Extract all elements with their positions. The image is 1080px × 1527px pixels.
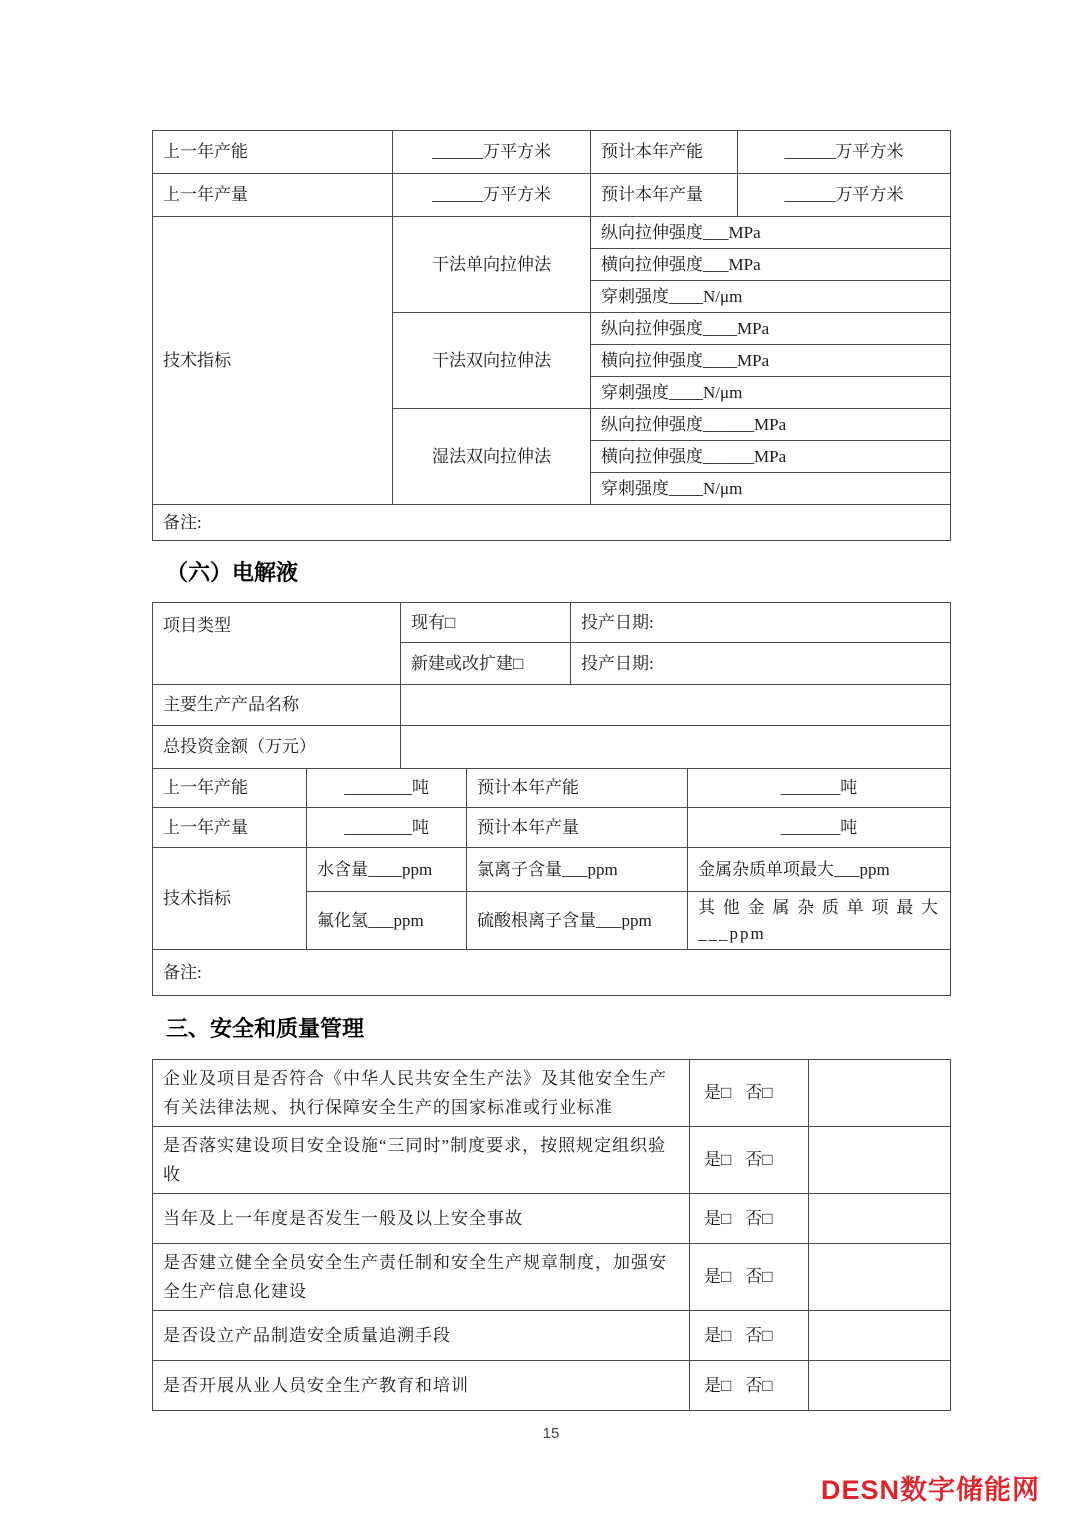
metric-blank-cell[interactable]: 穿刺强度____N/μm — [591, 377, 951, 409]
section-heading-safety: 三、安全和质量管理 — [166, 1016, 365, 1041]
blank-value-cell[interactable]: ______万平方米 — [738, 131, 951, 174]
notes-input-cell[interactable] — [809, 1127, 951, 1194]
existing-checkbox-cell[interactable]: 现有□ — [401, 603, 571, 643]
yes-checkbox[interactable]: 是□ — [704, 1267, 732, 1287]
table-row — [153, 808, 951, 848]
table-row — [153, 950, 951, 996]
label-cell: 上一年产量 — [153, 808, 307, 848]
table-row — [153, 769, 951, 808]
table-row — [153, 685, 951, 726]
question-cell: 是否建立健全全员安全生产责任制和安全生产规章制度，加强安全生产信息化建设 — [153, 1244, 690, 1311]
remarks-cell[interactable]: 备注: — [153, 950, 951, 996]
label-cell: 上一年产能 — [153, 131, 393, 174]
answer-cell — [690, 1194, 809, 1244]
question-cell: 企业及项目是否符合《中华人民共安全生产法》及其他安全生产有关法律法规、执行保障安全生产的国家标准或行业标准 — [153, 1060, 690, 1127]
table-row — [153, 131, 951, 174]
metric-blank-cell[interactable]: 金属杂质单项最大___ppm — [688, 848, 951, 892]
document-content — [152, 130, 950, 1442]
notes-input-cell[interactable] — [809, 1311, 951, 1361]
yes-checkbox[interactable]: 是□ — [704, 1150, 732, 1170]
watermark-logo: DESN数字储能网 — [820, 1475, 1040, 1505]
blank-value-cell[interactable]: ________吨 — [307, 769, 467, 808]
investment-input-cell[interactable] — [401, 726, 951, 769]
metric-blank-cell[interactable]: 穿刺强度____N/μm — [591, 281, 951, 313]
metric-blank-cell[interactable]: 氯离子含量___ppm — [467, 848, 688, 892]
metric-blank-cell[interactable]: 横向拉伸强度___MPa — [591, 249, 951, 281]
yes-checkbox[interactable]: 是□ — [704, 1208, 732, 1228]
blank-value-cell[interactable]: ______万平方米 — [393, 174, 591, 217]
answer-cell — [690, 1244, 809, 1311]
yes-checkbox[interactable]: 是□ — [704, 1083, 732, 1103]
metric-blank-cell[interactable]: 纵向拉伸强度____MPa — [591, 313, 951, 345]
table-row — [153, 848, 951, 892]
product-name-label-cell: 主要生产产品名称 — [153, 685, 401, 726]
remarks-cell[interactable]: 备注: — [153, 505, 951, 541]
blank-value-cell[interactable]: ________吨 — [307, 808, 467, 848]
label-cell: 上一年产量 — [153, 174, 393, 217]
table-row — [153, 217, 951, 249]
notes-input-cell[interactable] — [809, 1361, 951, 1411]
table-row — [153, 603, 951, 643]
project-type-label-cell: 项目类型 — [153, 603, 401, 685]
section-heading-electrolyte: （六）电解液 — [166, 560, 299, 585]
blank-value-cell[interactable]: _______吨 — [688, 808, 951, 848]
tech-indicator-label-cell: 技术指标 — [153, 848, 307, 950]
blank-value-cell[interactable]: _______吨 — [688, 769, 951, 808]
investment-label-cell: 总投资金额（万元） — [153, 726, 401, 769]
product-name-input-cell[interactable] — [401, 685, 951, 726]
label-cell: 预计本年产能 — [467, 769, 688, 808]
electrolyte-table-top — [152, 602, 951, 769]
table-row — [153, 1060, 951, 1127]
no-checkbox[interactable]: 否□ — [745, 1375, 773, 1395]
blank-value-cell[interactable]: ______万平方米 — [393, 131, 591, 174]
method-name-cell: 湿法双向拉伸法 — [393, 409, 591, 505]
table-row — [153, 726, 951, 769]
question-cell: 是否落实建设项目安全设施“三同时”制度要求，按照规定组织验收 — [153, 1127, 690, 1194]
no-checkbox[interactable]: 否□ — [745, 1267, 773, 1287]
no-checkbox[interactable]: 否□ — [745, 1325, 773, 1345]
metric-blank-cell[interactable]: 纵向拉伸强度___MPa — [591, 217, 951, 249]
table-row — [153, 505, 951, 541]
production-date-cell[interactable]: 投产日期: — [571, 643, 951, 685]
label-cell: 预计本年产能 — [591, 131, 738, 174]
electrolyte-table-bottom — [152, 768, 951, 996]
method-name-cell: 干法单向拉伸法 — [393, 217, 591, 313]
yes-checkbox[interactable]: 是□ — [704, 1325, 732, 1345]
yes-checkbox[interactable]: 是□ — [704, 1375, 732, 1395]
table-row — [153, 1361, 951, 1411]
notes-input-cell[interactable] — [809, 1244, 951, 1311]
metric-blank-cell[interactable]: 横向拉伸强度______MPa — [591, 441, 951, 473]
metric-blank-cell[interactable]: 其他金属杂质单项最大___ppm — [688, 892, 951, 950]
table-row — [153, 1244, 951, 1311]
answer-cell — [690, 1311, 809, 1361]
table-row — [153, 1311, 951, 1361]
metric-blank-cell[interactable]: 氟化氢___ppm — [307, 892, 467, 950]
tech-indicator-label-cell: 技术指标 — [153, 217, 393, 505]
separator-table — [152, 130, 951, 541]
metric-blank-cell[interactable]: 纵向拉伸强度______MPa — [591, 409, 951, 441]
metric-blank-cell[interactable]: 横向拉伸强度____MPa — [591, 345, 951, 377]
answer-cell — [690, 1361, 809, 1411]
no-checkbox[interactable]: 否□ — [745, 1208, 773, 1228]
notes-input-cell[interactable] — [809, 1194, 951, 1244]
production-date-cell[interactable]: 投产日期: — [571, 603, 951, 643]
new-or-expanded-checkbox-cell[interactable]: 新建或改扩建□ — [401, 643, 571, 685]
safety-table — [152, 1059, 951, 1411]
blank-value-cell[interactable]: ______万平方米 — [738, 174, 951, 217]
answer-cell — [690, 1060, 809, 1127]
table-row — [153, 1194, 951, 1244]
question-cell: 当年及上一年度是否发生一般及以上安全事故 — [153, 1194, 690, 1244]
question-cell: 是否开展从业人员安全生产教育和培训 — [153, 1361, 690, 1411]
table-row — [153, 1127, 951, 1194]
label-cell: 预计本年产量 — [591, 174, 738, 217]
metric-blank-cell[interactable]: 穿刺强度____N/μm — [591, 473, 951, 505]
label-cell: 预计本年产量 — [467, 808, 688, 848]
notes-input-cell[interactable] — [809, 1060, 951, 1127]
label-cell: 上一年产能 — [153, 769, 307, 808]
question-cell: 是否设立产品制造安全质量追溯手段 — [153, 1311, 690, 1361]
no-checkbox[interactable]: 否□ — [745, 1083, 773, 1103]
method-name-cell: 干法双向拉伸法 — [393, 313, 591, 409]
metric-blank-cell[interactable]: 硫酸根离子含量___ppm — [467, 892, 688, 950]
page-number: 15 — [542, 1425, 560, 1442]
metric-blank-cell[interactable]: 水含量____ppm — [307, 848, 467, 892]
answer-cell — [690, 1127, 809, 1194]
table-row — [153, 174, 951, 217]
no-checkbox[interactable]: 否□ — [745, 1150, 773, 1170]
